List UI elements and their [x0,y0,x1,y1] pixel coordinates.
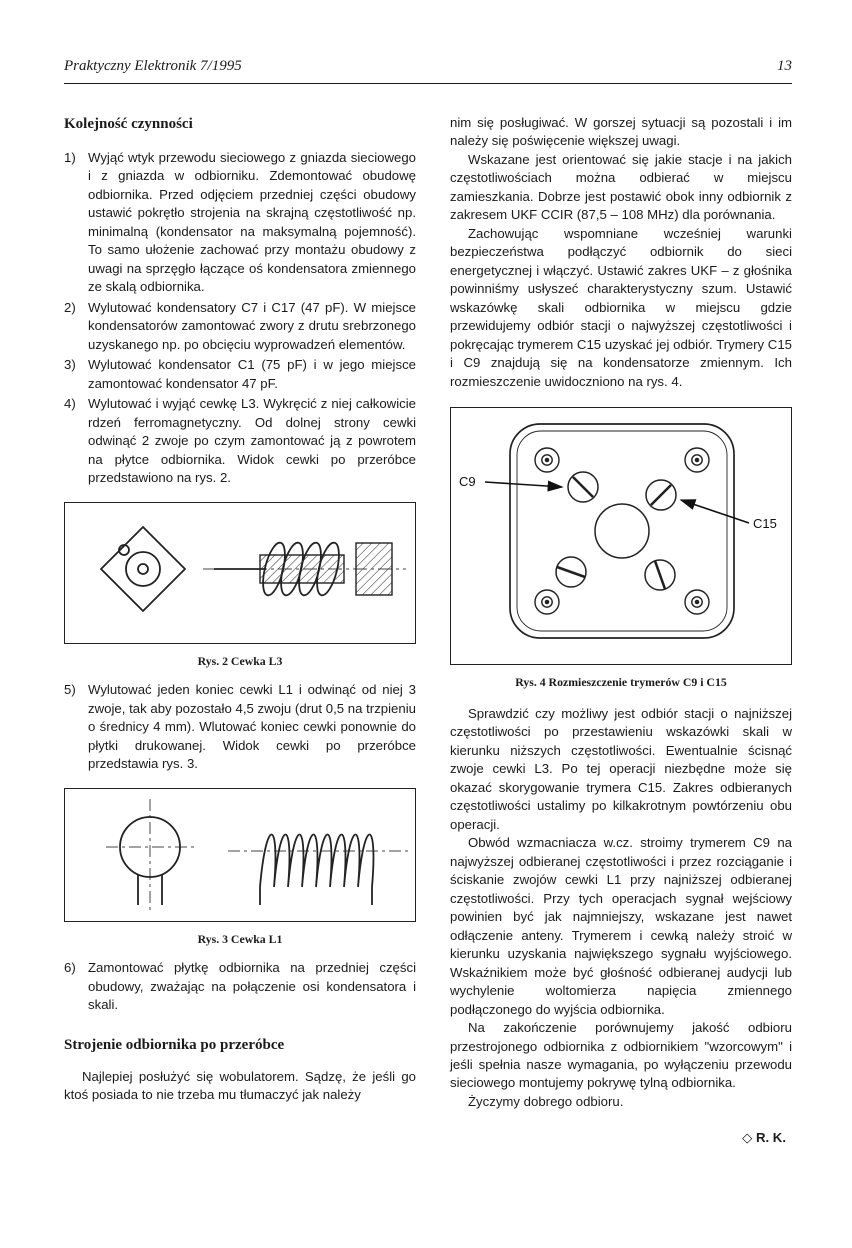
header-rule [64,83,792,84]
figure-3-caption: Rys. 3 Cewka L1 [197,931,283,946]
coil-side-view [203,540,406,597]
tuning-intro-paragraph: Najlepiej posłużyć się wobulatorem. Sądzę, że jeśli go ktoś posiada to nie trzeba mu tłumaczyć jak należy [64,1068,416,1103]
coil-l1-drawing [68,793,412,917]
figure-4-drawing-box [450,407,792,665]
spring-side-view [228,834,408,905]
step-item-5 [64,681,416,773]
step-number: 3) [64,357,76,373]
page-number: 13 [777,58,792,74]
journal-title: Praktyczny Elektronik 7/1995 [64,58,242,74]
step-number: 2) [64,299,76,315]
step-number: 1) [64,150,76,165]
body-paragraph: Obwód wzmacniacza w.cz. stroimy trymerem C9 na najwyższej odbieranej częstotliwości i przez rozciąganie i ściskanie zwojów cewki L1 przy najniższej odbieranej częstotliwości. Przy tych operacjach sygnał wejściowy powinien być jak najmniejszy, wskazane jest nawet odłączenie anteny. Trymerem i cewką należy stroić w kierunku uzyskania największego sygnału wyjściowego. Wskaźnikiem może być głośność odbieranej audycji lub wychylenie woltomierza napięcia zmiennego podłączonego do wyjścia odbiornika. [450,835,792,1017]
author-signature: ◇ R. K. [742,1130,786,1146]
step-number: 6) [64,960,76,976]
step-number: 4) [64,396,76,412]
section-heading-steps: Kolejność czynności [64,116,193,132]
step-text: Wylutować kondensator C1 (75 pF) i w jego miejsce zamontować kondensator 47 pF. [88,357,416,391]
figure-3 [64,788,416,948]
coil-l3-drawing [68,507,412,639]
body-paragraph: Wskazane jest orientować się jakie stacje i na jakich częstotliwościach można odbierać w miejscu zamieszkania. Dobrze jest postawić obok inny odbiornik z zakresem UKF CCIR (87,5 – 108 MHz) dla porównania. [450,151,792,223]
two-column-body [64,114,792,1148]
page-header [64,56,792,77]
trimmer-layout-drawing [453,416,789,656]
step-number: 5) [64,682,76,698]
body-paragraph: Zachowując wspomniane wcześniej warunki bezpieczeństwa podłączyć odbiornik do sieci energetycznej i włączyć. Ustawić zakres UKF – z głośnika powinniśmy usłyszeć charakterystyczny szum. Ustawić wskazówkę skali odbiornika w miejscu gdzie przewidujemy odbiór stacji o najwyższej częstotliwości i pokręcając trymerem C15 uzyskać jej odbiór. Trymery C15 i C9 znajdują się na kondensatorze zmiennym. Ich rozmieszczenie uwidoczniono na rys. 4. [450,225,792,389]
step-text: Wylutować i wyjąć cewkę L3. Wykręcić z niej całkowicie rdzeń ferromagnetyczny. Od dolnej strony cewki odwinąć 2 zwoje po czym zamontować ją z powrotem na płytce odbiornika. Widok cewki po przeróbce przedstawiono na rys. 2. [88,396,416,486]
step-text: Zamontować płytkę odbiornika na przedniej części obudowy, zważając na połączenie osi kondensatora i skali. [88,960,416,1013]
body-paragraph: Sprawdzić czy możliwy jest odbiór stacji o najniższej częstotliwości po przestawieniu wskazówki skali w kierunku niższych częstotliwości. Ewentualnie ścisnąć zwoje cewki L3. Po tej operacji niezbędne może się okazać skorygowanie trymera C15. Zakres odbieranych częstotliwości ustalimy po kilkakrotnym powtórzeniu obu operacji. [450,705,792,832]
figure-4-caption: Rys. 4 Rozmieszczenie trymerów C9 i C15 [515,675,727,690]
step-item-3 [64,356,416,393]
step-item-6 [64,959,416,1014]
step-text: Wylutować jeden koniec cewki L1 i odwinąć od niej 3 zwoje, tak aby pozostało 4,5 zwoju (drut 0,5 na trzpieniu o średnicy 4 mm). Wlutować koniec cewki ponownie do płytki drukowanej. Widok cewki po przeróbce przedstawia rys. 3. [88,682,416,772]
step-text: Wylutować kondensatory C7 i C17 (47 pF). W miejsce kondensatorów zamontować zwory z drutu srebrzonego uzyskanego np. po obcięciu wyprowadzeń elementów. [88,299,416,352]
body-paragraph: Życzymy dobrego odbioru. [468,1093,624,1109]
coil-end-view [101,527,185,611]
figure-2 [64,502,416,670]
body-paragraph: nim się posługiwać. W gorszej sytuacji są pozostali i im należy się poświęcenie większej uwagi. [450,115,792,149]
section-heading-tuning: Strojenie odbiornika po przeróbce [64,1036,285,1053]
figure-2-drawing-box [64,502,416,644]
step-text: Wyjąć wtyk przewodu sieciowego z gniazda sieciowego i z gniazda w odbiorniku. Zdemontować obudowę odbiornika. Przed odjęciem przedniej części obudowy ustawić pokrętło strojenia na skrajną częstotliwość np. minimalną (kondensator na maksymalną pojemność). To samo ułożenie zachować przy montażu obudowy z uwagi na sprzęgło łączące oś kondensatora zmiennego ze skalą odbiornika. [88,150,416,295]
label-c15: C15 [753,516,777,532]
loop-end-view [106,799,196,911]
figure-4 [450,407,792,691]
right-column [450,114,792,1148]
left-column [64,114,416,1148]
figure-3-drawing-box [64,788,416,922]
body-paragraph: Na zakończenie porównujemy jakość odbioru przestrojonego odbiornika z odbiornikiem "wzorcowym" i jeśli spełnia nasze wymagania, po wyłączeniu przewodu sieciowego montujemy pokrywę tylną odbiornika. [450,1020,792,1091]
step-item-2 [64,299,416,354]
label-c9: C9 [459,474,476,490]
step-item-4 [64,395,416,487]
figure-2-caption: Rys. 2 Cewka L3 [197,653,283,668]
step-item-1 [64,149,416,297]
